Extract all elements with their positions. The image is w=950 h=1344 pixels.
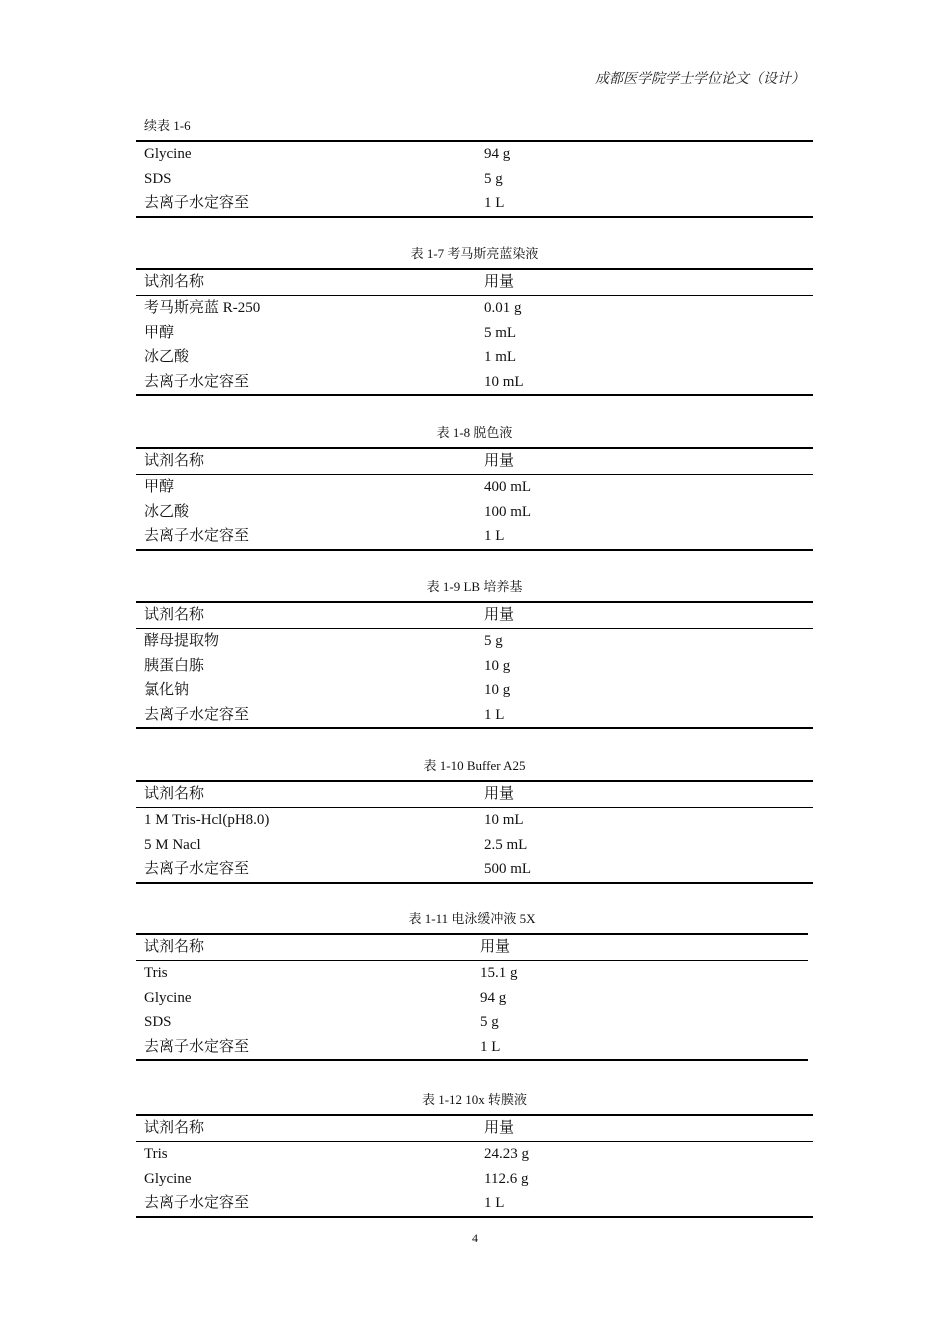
table-row (136, 191, 813, 216)
reagent-amount: 1 mL (484, 349, 517, 366)
table-header-row (136, 270, 813, 296)
table-row (136, 654, 813, 679)
reagent-amount: 1 L (484, 706, 505, 723)
table-row (136, 629, 813, 654)
table-row (136, 857, 813, 882)
reagent-name: 氯化钠 (144, 682, 190, 699)
table-row (136, 475, 813, 500)
column-header-name: 试剂名称 (144, 786, 205, 802)
reagent-amount: 5 g (484, 170, 503, 187)
reagent-name: 去离子水定容至 (144, 706, 250, 723)
reagent-amount: 10 g (484, 682, 511, 699)
table-header-row (136, 1116, 813, 1142)
page-number: 4 (472, 1231, 478, 1245)
table-row (136, 296, 813, 321)
reagent-amount: 1 L (484, 195, 505, 212)
table-header-row (136, 449, 813, 475)
table-row (136, 1167, 813, 1192)
table-row (136, 703, 813, 728)
column-header-amount: 用量 (484, 274, 515, 290)
reagent-amount: 10 g (484, 657, 511, 674)
column-header-name: 试剂名称 (144, 274, 205, 290)
reagent-name: 冰乙酸 (144, 503, 190, 520)
table-caption: 表 1-12 10x 转膜液 (421, 1092, 528, 1107)
table-1-8 (136, 425, 813, 551)
table-row (136, 345, 813, 370)
table-1-12 (136, 1092, 813, 1218)
column-header-name: 试剂名称 (144, 607, 205, 623)
table-row (136, 1035, 808, 1060)
reagent-amount: 400 mL (484, 479, 532, 495)
reagent-name: Tris (144, 1146, 168, 1162)
reagent-name: Tris (144, 965, 168, 981)
table-row (136, 833, 813, 858)
reagent-amount: 15.1 g (480, 965, 518, 981)
table-row (136, 167, 813, 192)
table-caption: 表 1-7 考马斯亮蓝染液 (410, 246, 539, 261)
table-row (136, 808, 813, 833)
reagent-name: SDS (144, 1014, 172, 1031)
table-1-7 (136, 246, 813, 396)
table-caption: 表 1-9 LB 培养基 (426, 579, 523, 594)
reagent-amount: 94 g (484, 146, 511, 162)
reagent-amount: 10 mL (484, 812, 524, 828)
table-row (136, 1191, 813, 1216)
table-row (136, 524, 813, 549)
reagent-amount: 2.5 mL (484, 836, 528, 853)
reagent-amount: 24.23 g (484, 1146, 529, 1162)
reagent-name: 去离子水定容至 (144, 1195, 250, 1212)
reagent-amount: 94 g (480, 989, 507, 1006)
table-1-6-continued (136, 118, 813, 218)
reagent-name: 1 M Tris-Hcl(pH8.0) (144, 812, 270, 828)
column-header-name: 试剂名称 (144, 453, 205, 469)
reagent-amount: 0.01 g (484, 300, 522, 316)
reagent-name: 酵母提取物 (144, 633, 220, 649)
reagent-name: SDS (144, 170, 172, 187)
column-header-name: 试剂名称 (144, 939, 205, 955)
table-row (136, 321, 813, 346)
reagent-name: 去离子水定容至 (144, 195, 250, 212)
table-row (136, 370, 813, 395)
reagent-name: 去离子水定容至 (144, 373, 250, 390)
reagent-name: 考马斯亮蓝 R-250 (144, 300, 261, 316)
reagent-amount: 112.6 g (484, 1170, 529, 1187)
reagent-amount: 1 L (484, 528, 505, 545)
reagent-name: 去离子水定容至 (144, 528, 250, 545)
table-header-row (136, 603, 813, 629)
column-header-amount: 用量 (484, 1120, 515, 1136)
table-header-row (136, 935, 808, 961)
table-row (136, 1142, 813, 1167)
table-row (136, 678, 813, 703)
table-caption: 表 1-8 脱色液 (436, 425, 513, 440)
reagent-amount: 10 mL (484, 373, 524, 390)
reagent-name: 5 M Nacl (144, 836, 201, 853)
table-header-row (136, 782, 813, 808)
table-row (136, 986, 808, 1011)
reagent-amount: 1 L (480, 1038, 501, 1055)
table-row (136, 500, 813, 525)
reagent-name: 甲醇 (144, 479, 175, 495)
table-1-9 (136, 579, 813, 729)
table-caption: 续表 1-6 (144, 118, 191, 133)
reagent-amount: 1 L (484, 1195, 505, 1212)
reagent-name: Glycine (144, 989, 192, 1006)
reagent-name: 胰蛋白胨 (144, 657, 205, 674)
table-1-11 (136, 911, 808, 1061)
running-header: 成都医学院学士学位论文（设计） (595, 72, 805, 87)
reagent-name: 去离子水定容至 (144, 1038, 250, 1055)
reagent-amount: 5 mL (484, 324, 517, 341)
reagent-amount: 5 g (484, 633, 503, 649)
table-caption: 表 1-10 Buffer A25 (423, 758, 526, 773)
reagent-amount: 500 mL (484, 861, 532, 878)
table-1-10 (136, 758, 813, 884)
reagent-amount: 5 g (480, 1014, 499, 1031)
reagent-name: 甲醇 (144, 324, 175, 341)
reagent-amount: 100 mL (484, 503, 532, 520)
column-header-amount: 用量 (484, 453, 515, 469)
column-header-amount: 用量 (480, 939, 511, 955)
table-row (136, 142, 813, 167)
column-header-amount: 用量 (484, 786, 515, 802)
reagent-name: Glycine (144, 1170, 192, 1187)
reagent-name: 去离子水定容至 (144, 861, 250, 878)
reagent-name: 冰乙酸 (144, 349, 190, 366)
table-caption: 表 1-11 电泳缓冲液 5X (408, 911, 536, 926)
column-header-name: 试剂名称 (144, 1120, 205, 1136)
reagent-name: Glycine (144, 146, 192, 162)
table-row (136, 961, 808, 986)
table-row (136, 1010, 808, 1035)
column-header-amount: 用量 (484, 607, 515, 623)
